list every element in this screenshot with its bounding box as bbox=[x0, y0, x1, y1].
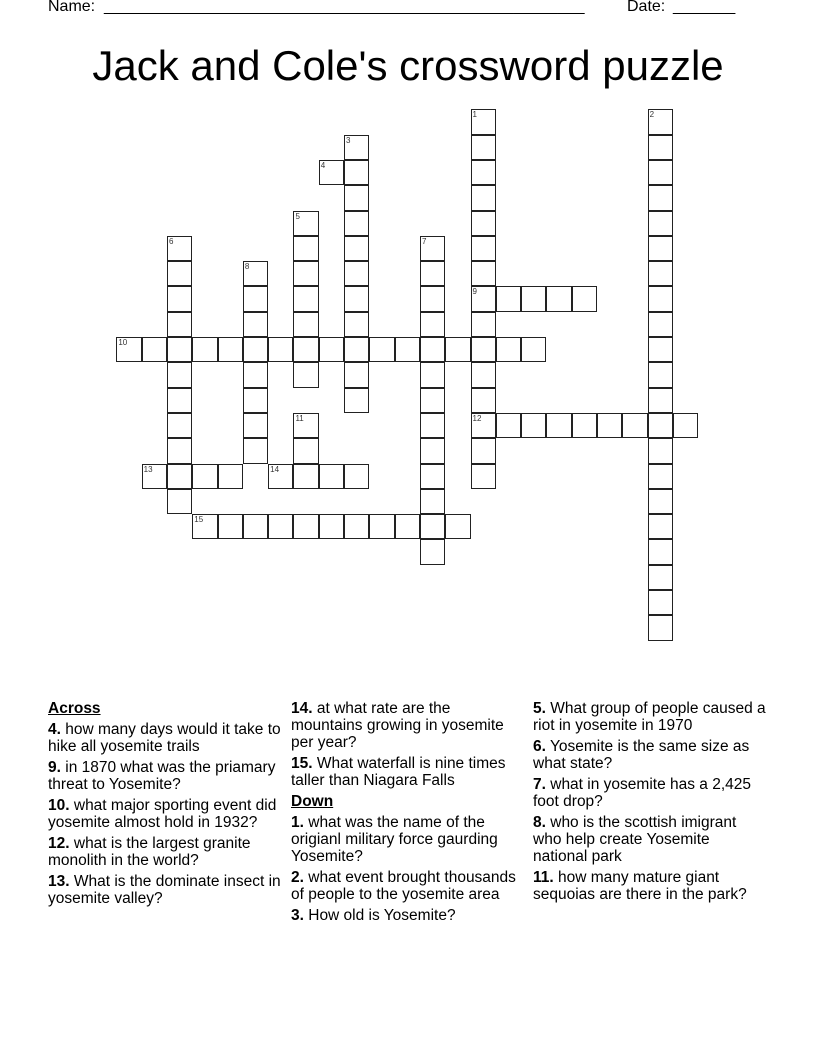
across-clue-14: 14. at what rate are the mountains growing in yosemite per year? bbox=[291, 700, 504, 751]
grid-cell[interactable] bbox=[471, 185, 496, 210]
across-clue-4: 4. how many days would it take to hike all yosemite trails bbox=[48, 721, 281, 755]
grid-cell[interactable] bbox=[116, 337, 141, 362]
down-clue-2: 2. what event brought thousands of people to the yosemite area bbox=[291, 869, 516, 903]
grid-cell[interactable] bbox=[192, 337, 217, 362]
clue-number: 6 bbox=[168, 236, 174, 246]
grid-cell[interactable] bbox=[167, 362, 192, 387]
grid-cell[interactable] bbox=[471, 413, 496, 438]
down-heading: Down bbox=[291, 793, 334, 810]
grid-cell[interactable] bbox=[293, 337, 318, 362]
grid-cell[interactable] bbox=[445, 337, 470, 362]
grid-cell[interactable] bbox=[471, 388, 496, 413]
grid-cell[interactable] bbox=[471, 362, 496, 387]
grid-cell[interactable] bbox=[293, 362, 318, 387]
name-field[interactable]: ______________________________________________________ bbox=[104, 0, 585, 15]
down-clue-3: 3. How old is Yosemite? bbox=[291, 907, 456, 924]
grid-cell[interactable] bbox=[344, 286, 369, 311]
grid-cell[interactable] bbox=[471, 286, 496, 311]
clue-number: 1 bbox=[472, 110, 477, 120]
clue-number: 8 bbox=[244, 262, 250, 272]
grid-cell[interactable] bbox=[420, 337, 445, 362]
grid-cell[interactable] bbox=[420, 438, 445, 463]
clues-column-3 bbox=[533, 700, 768, 907]
grid-cell[interactable] bbox=[243, 413, 268, 438]
grid-cell[interactable] bbox=[293, 236, 318, 261]
grid-cell[interactable] bbox=[420, 464, 445, 489]
grid-cell[interactable] bbox=[395, 337, 420, 362]
grid-cell[interactable] bbox=[673, 413, 698, 438]
clue-number: 14 bbox=[270, 464, 280, 474]
grid-cell[interactable] bbox=[243, 312, 268, 337]
grid-cell[interactable] bbox=[268, 514, 293, 539]
grid-cell[interactable] bbox=[648, 286, 673, 311]
grid-cell[interactable] bbox=[293, 312, 318, 337]
grid-cell[interactable] bbox=[648, 438, 673, 463]
grid-cell[interactable] bbox=[648, 590, 673, 615]
grid-cell[interactable] bbox=[648, 185, 673, 210]
grid-cell[interactable] bbox=[344, 362, 369, 387]
date-label: Date: bbox=[627, 0, 666, 15]
grid-cell[interactable] bbox=[243, 261, 268, 286]
grid-cell[interactable] bbox=[167, 489, 192, 514]
grid-cell[interactable] bbox=[344, 160, 369, 185]
down-clue-7: 7. what in yosemite has a 2,425 foot drop? bbox=[533, 776, 752, 810]
grid-cell[interactable] bbox=[572, 413, 597, 438]
grid-cell[interactable] bbox=[344, 388, 369, 413]
grid-cell[interactable] bbox=[344, 261, 369, 286]
grid-cell[interactable] bbox=[344, 337, 369, 362]
grid-cell[interactable] bbox=[496, 337, 521, 362]
clues-column-1 bbox=[48, 700, 283, 911]
grid-cell[interactable] bbox=[167, 388, 192, 413]
grid-cell[interactable] bbox=[243, 388, 268, 413]
grid-cell[interactable] bbox=[648, 337, 673, 362]
grid-cell[interactable] bbox=[268, 337, 293, 362]
grid-cell[interactable] bbox=[243, 337, 268, 362]
grid-cell[interactable] bbox=[420, 388, 445, 413]
grid-cell[interactable] bbox=[648, 211, 673, 236]
grid-cell[interactable] bbox=[167, 413, 192, 438]
grid-cell[interactable] bbox=[319, 514, 344, 539]
grid-cell[interactable] bbox=[167, 261, 192, 286]
grid-cell[interactable] bbox=[167, 286, 192, 311]
grid-cell[interactable] bbox=[268, 464, 293, 489]
grid-cell[interactable] bbox=[293, 286, 318, 311]
across-clue-9: 9. in 1870 what was the priamary threat to Yosemite? bbox=[48, 759, 276, 793]
grid-cell[interactable] bbox=[471, 160, 496, 185]
grid-cell[interactable] bbox=[293, 438, 318, 463]
grid-cell[interactable] bbox=[572, 286, 597, 311]
grid-cell[interactable] bbox=[471, 337, 496, 362]
grid-cell[interactable] bbox=[471, 211, 496, 236]
grid-cell[interactable] bbox=[521, 413, 546, 438]
grid-cell[interactable] bbox=[369, 337, 394, 362]
grid-cell[interactable] bbox=[445, 514, 470, 539]
grid-cell[interactable] bbox=[344, 211, 369, 236]
grid-cell[interactable] bbox=[471, 261, 496, 286]
across-clue-12: 12. what is the largest granite monolith in the world? bbox=[48, 835, 251, 869]
clue-number: 7 bbox=[421, 236, 427, 246]
grid-cell[interactable] bbox=[420, 489, 445, 514]
clues-column-2 bbox=[291, 700, 526, 928]
grid-cell[interactable] bbox=[648, 539, 673, 564]
clue-number: 9 bbox=[472, 287, 477, 297]
grid-cell[interactable] bbox=[142, 337, 167, 362]
grid-cell[interactable] bbox=[344, 312, 369, 337]
grid-cell[interactable] bbox=[293, 514, 318, 539]
grid-cell[interactable] bbox=[167, 236, 192, 261]
grid-cell[interactable] bbox=[420, 236, 445, 261]
grid-cell[interactable] bbox=[395, 514, 420, 539]
grid-cell[interactable] bbox=[293, 464, 318, 489]
clue-number: 12 bbox=[472, 413, 482, 423]
grid-cell[interactable] bbox=[243, 286, 268, 311]
across-clue-10: 10. what major sporting event did yosemite almost hold in 1932? bbox=[48, 797, 277, 831]
grid-cell[interactable] bbox=[648, 388, 673, 413]
grid-cell[interactable] bbox=[420, 261, 445, 286]
grid-cell[interactable] bbox=[319, 337, 344, 362]
clue-number: 3 bbox=[346, 135, 351, 145]
grid-cell[interactable] bbox=[597, 413, 622, 438]
grid-cell[interactable] bbox=[648, 464, 673, 489]
grid-cell[interactable] bbox=[648, 160, 673, 185]
grid-cell[interactable] bbox=[218, 464, 243, 489]
grid-cell[interactable] bbox=[369, 514, 394, 539]
grid-cell[interactable] bbox=[648, 514, 673, 539]
down-clue-5: 5. What group of people caused a riot in yosemite in 1970 bbox=[533, 700, 766, 734]
down-clue-6: 6. Yosemite is the same size as what state? bbox=[533, 738, 750, 772]
grid-cell[interactable] bbox=[521, 337, 546, 362]
clue-number: 13 bbox=[143, 464, 153, 474]
down-clue-11: 11. how many mature giant sequoias are there in the park? bbox=[533, 869, 747, 903]
clue-number: 2 bbox=[649, 110, 655, 120]
grid-cell[interactable] bbox=[648, 565, 673, 590]
grid-cell[interactable] bbox=[243, 362, 268, 387]
grid-cell[interactable] bbox=[420, 539, 445, 564]
grid-cell[interactable] bbox=[192, 464, 217, 489]
clue-number: 5 bbox=[295, 211, 300, 221]
grid-cell[interactable] bbox=[521, 286, 546, 311]
grid-cell[interactable] bbox=[496, 413, 521, 438]
grid-cell[interactable] bbox=[648, 489, 673, 514]
grid-cell[interactable] bbox=[192, 514, 217, 539]
grid-cell[interactable] bbox=[471, 135, 496, 160]
grid-cell[interactable] bbox=[471, 109, 496, 134]
grid-cell[interactable] bbox=[243, 514, 268, 539]
grid-cell[interactable] bbox=[167, 337, 192, 362]
page-title: Jack and Cole's crossword puzzle bbox=[92, 42, 724, 89]
clue-number: 4 bbox=[320, 160, 326, 170]
grid-cell[interactable] bbox=[648, 362, 673, 387]
grid-cell[interactable] bbox=[344, 464, 369, 489]
grid-cell[interactable] bbox=[420, 362, 445, 387]
clue-number: 10 bbox=[118, 338, 128, 348]
grid-cell[interactable] bbox=[243, 438, 268, 463]
grid-cell[interactable] bbox=[648, 615, 673, 640]
grid-cell[interactable] bbox=[546, 413, 571, 438]
clue-number: 11 bbox=[295, 413, 304, 423]
clue-number: 15 bbox=[194, 515, 204, 525]
grid-cell[interactable] bbox=[471, 312, 496, 337]
grid-cell[interactable] bbox=[420, 413, 445, 438]
grid-cell[interactable] bbox=[648, 261, 673, 286]
grid-cell[interactable] bbox=[648, 109, 673, 134]
grid-cell[interactable] bbox=[648, 413, 673, 438]
grid-cell[interactable] bbox=[471, 236, 496, 261]
grid-cell[interactable] bbox=[167, 464, 192, 489]
grid-cell[interactable] bbox=[167, 438, 192, 463]
grid-cell[interactable] bbox=[218, 337, 243, 362]
down-clue-1: 1. what was the name of the origianl military force gaurding Yosemite? bbox=[291, 814, 498, 865]
across-clue-13: 13. What is the dominate insect in yosemite valley? bbox=[48, 873, 281, 907]
grid-cell[interactable] bbox=[344, 185, 369, 210]
grid-cell[interactable] bbox=[319, 160, 344, 185]
grid-cell[interactable] bbox=[622, 413, 647, 438]
grid-cell[interactable] bbox=[420, 514, 445, 539]
grid-cell[interactable] bbox=[344, 135, 369, 160]
grid-cell[interactable] bbox=[648, 312, 673, 337]
grid-cell[interactable] bbox=[471, 438, 496, 463]
across-clue-15: 15. What waterfall is nine times taller than Niagara Falls bbox=[291, 755, 506, 789]
grid-cell[interactable] bbox=[344, 236, 369, 261]
grid-cell[interactable] bbox=[142, 464, 167, 489]
across-heading: Across bbox=[48, 700, 101, 717]
grid-cell[interactable] bbox=[496, 286, 521, 311]
grid-cell[interactable] bbox=[648, 236, 673, 261]
grid-cell[interactable] bbox=[218, 514, 243, 539]
name-label: Name: bbox=[48, 0, 96, 15]
grid-cell[interactable] bbox=[167, 312, 192, 337]
down-clue-8: 8. who is the scottish imigrant who help create Yosemite national park bbox=[533, 814, 737, 865]
grid-cell[interactable] bbox=[420, 286, 445, 311]
grid-cell[interactable] bbox=[546, 286, 571, 311]
grid-cell[interactable] bbox=[344, 514, 369, 539]
grid-cell[interactable] bbox=[293, 261, 318, 286]
grid-cell[interactable] bbox=[293, 413, 318, 438]
grid-cell[interactable] bbox=[293, 211, 318, 236]
grid-cell[interactable] bbox=[319, 464, 344, 489]
grid-cell[interactable] bbox=[471, 464, 496, 489]
date-field[interactable]: _______ bbox=[673, 0, 736, 15]
grid-cell[interactable] bbox=[648, 135, 673, 160]
grid-cell[interactable] bbox=[420, 312, 445, 337]
